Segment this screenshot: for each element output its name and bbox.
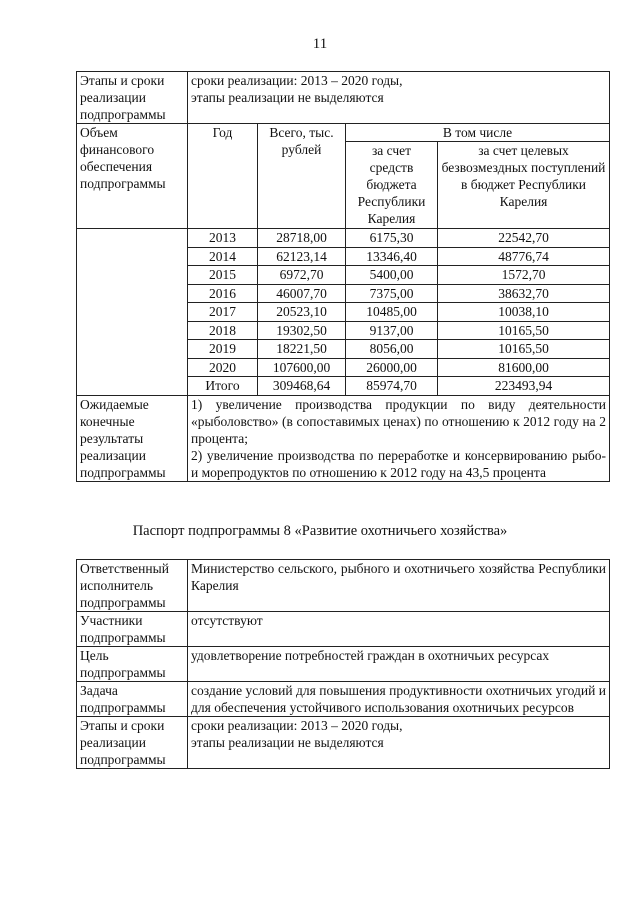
stages-row: [77, 72, 610, 124]
goal-value: удовлетворение потребностей граждан в охотничьих ресурсах: [188, 647, 610, 682]
total-cell: 46007,70: [258, 284, 346, 303]
finance-label-continuation: [77, 229, 188, 396]
year-cell: 2017: [188, 303, 258, 322]
participants-label: Участники подпрограммы: [77, 612, 188, 647]
total-cell: 107600,00: [258, 358, 346, 377]
executor-label: Ответственный исполнитель подпрограммы: [77, 560, 188, 612]
budget-cell: 7375,00: [346, 284, 438, 303]
year-cell: 2015: [188, 266, 258, 285]
stages-value: [188, 717, 610, 769]
col-including-header: В том числе: [346, 124, 610, 142]
stages-label: Этапы и сроки реализации подпрограммы: [77, 717, 188, 769]
goal-row: [77, 647, 610, 682]
grants-cell: 1572,70: [438, 266, 610, 285]
section-heading: Паспорт подпрограммы 8 «Развитие охотничьего хозяйства»: [132, 523, 508, 539]
goal-label: Цель подпрограммы: [77, 647, 188, 682]
budget-cell: 9137,00: [346, 321, 438, 340]
year-cell: 2013: [188, 229, 258, 248]
grants-cell: 48776,74: [438, 247, 610, 266]
budget-cell: 8056,00: [346, 340, 438, 359]
col-year-header: Год: [188, 124, 258, 229]
executor-row: [77, 560, 610, 612]
budget-cell: 85974,70: [346, 377, 438, 396]
total-cell: 6972,70: [258, 266, 346, 285]
task-value: создание условий для повышения продуктивности охотничьих угодий и для обеспечения устойчивого использования охотничьих ресурсов: [188, 682, 610, 717]
grants-cell: 10165,50: [438, 321, 610, 340]
grants-cell: 223493,94: [438, 377, 610, 396]
result-item-1: 1) увеличение производства продукции по виду деятельности «рыболовство» (в сопоставимых ценах) по отношению к 2012 году на 2 процента;: [191, 396, 607, 446]
task-row: [77, 682, 610, 717]
stages-row: [77, 717, 610, 769]
total-cell: 19302,50: [258, 321, 346, 340]
grants-cell: 10165,50: [438, 340, 610, 359]
page-number: 11: [312, 36, 328, 52]
stages-label: Этапы и сроки реализации подпрограммы: [77, 72, 188, 124]
total-cell: 20523,10: [258, 303, 346, 322]
finance-table: [76, 71, 610, 482]
stages-line-2: этапы реализации не выделяются: [191, 735, 384, 750]
grants-cell: 10038,10: [438, 303, 610, 322]
grants-cell: 22542,70: [438, 229, 610, 248]
budget-cell: 5400,00: [346, 266, 438, 285]
finance-label: Объем финансового обеспечения подпрограммы: [77, 124, 188, 229]
year-cell: 2018: [188, 321, 258, 340]
finance-header-row: [77, 124, 610, 142]
stages-line-1: сроки реализации: 2013 – 2020 годы,: [191, 718, 403, 733]
col-budget-header: за счет средств бюджета Республики Карелия: [346, 142, 438, 229]
passport-table: [76, 559, 610, 769]
year-cell: 2014: [188, 247, 258, 266]
participants-row: [77, 612, 610, 647]
result-item-2: 2) увеличение производства по переработке и консервированию рыбо- и морепродуктов по отношению к 2012 году на 43,5 процента: [191, 447, 607, 480]
budget-cell: 26000,00: [346, 358, 438, 377]
grants-cell: 38632,70: [438, 284, 610, 303]
stages-value: [188, 72, 610, 124]
task-label: Задача подпрограммы: [77, 682, 188, 717]
col-total-header: Всего, тыс. рублей: [258, 124, 346, 229]
stages-line-1: сроки реализации: 2013 – 2020 годы,: [191, 73, 403, 88]
participants-value: отсутствуют: [188, 612, 610, 647]
year-cell: 2016: [188, 284, 258, 303]
executor-value: Министерство сельского, рыбного и охотничьего хозяйства Республики Карелия: [188, 560, 610, 612]
year-cell: 2020: [188, 358, 258, 377]
grants-cell: 81600,00: [438, 358, 610, 377]
total-cell: 18221,50: [258, 340, 346, 359]
results-label: Ожидаемые конечные результаты реализации подпрограммы: [77, 395, 188, 481]
total-cell: 28718,00: [258, 229, 346, 248]
results-row: [77, 395, 610, 481]
col-grants-header: за счет целевых безвозмездных поступлений в бюджет Республики Карелия: [438, 142, 610, 229]
total-cell: 62123,14: [258, 247, 346, 266]
stages-line-2: этапы реализации не выделяются: [191, 90, 384, 105]
year-cell: 2019: [188, 340, 258, 359]
year-cell: Итого: [188, 377, 258, 396]
total-cell: 309468,64: [258, 377, 346, 396]
budget-cell: 6175,30: [346, 229, 438, 248]
budget-cell: 13346,40: [346, 247, 438, 266]
budget-cell: 10485,00: [346, 303, 438, 322]
results-value: [188, 395, 610, 481]
table-row: [77, 229, 610, 248]
